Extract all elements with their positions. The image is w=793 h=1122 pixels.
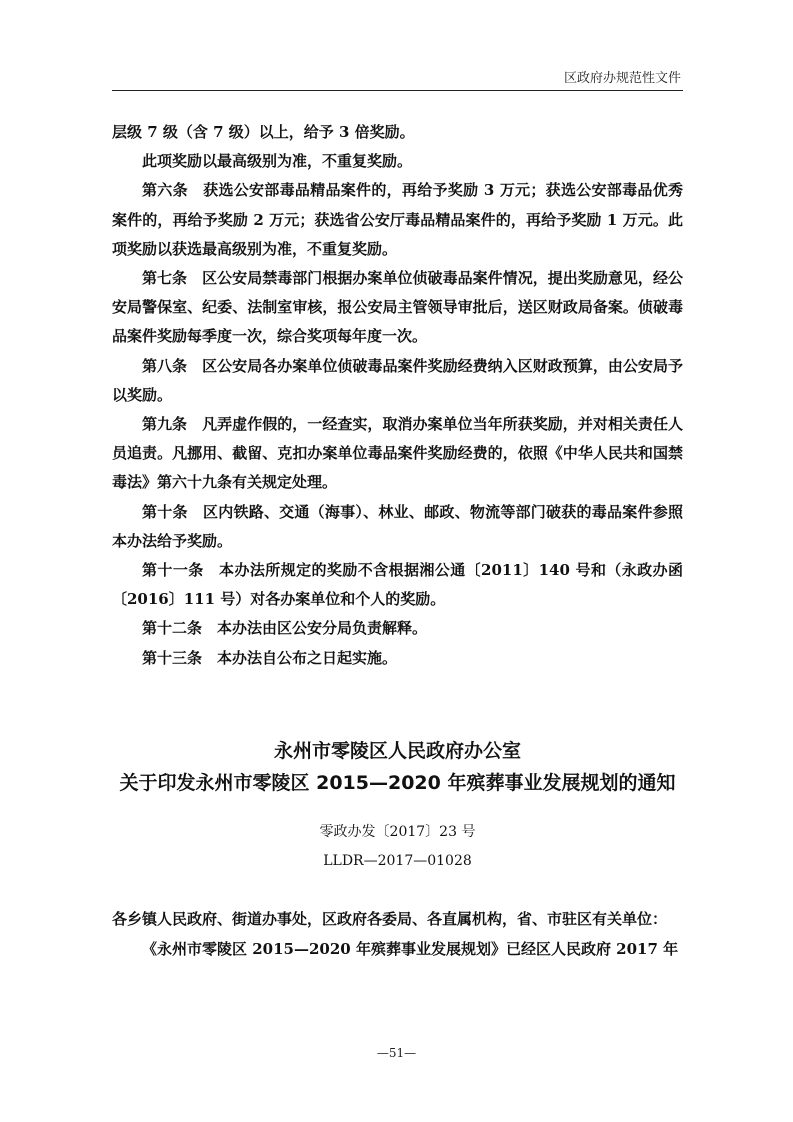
notice-body xyxy=(112,905,683,964)
document-numbers xyxy=(112,818,683,876)
salutation-addressees: 各乡镇人民政府、街道办事处，区政府各委局、各直属机构，省、市驻区有关单位： xyxy=(112,910,668,928)
registration-number: LLDR—2017—01028 xyxy=(323,853,472,869)
running-header: 区政府办规范性文件 xyxy=(563,71,681,86)
article-9: 第九条 凡弄虚作假的，一经查实，取消办案单位当年所获奖励，并对相关责任人员追责。凡挪用、截留、克扣办案单位毒品案件奖励经费的，依照《中华人民共和国禁毒法》第六十九条有关规定处理。 xyxy=(112,415,683,492)
article-13: 第十三条 本办法自公布之日起实施。 xyxy=(142,648,398,667)
notice-title-subject: 关于印发永州市零陵区 2015—2020 年殡葬事业发展规划的通知 xyxy=(119,772,676,794)
article-8: 第八条 区公安局各办案单位侦破毒品案件奖励经费纳入区财政预算，由公安局予以奖励。 xyxy=(112,356,683,404)
article-12: 第十二条 本办法由区公安分局负责解释。 xyxy=(142,619,428,638)
regulation-body xyxy=(112,118,683,673)
paragraph-continuation: 层级 7 级（含 7 级）以上，给予 3 倍奖励。 xyxy=(112,123,415,141)
document-number: 零政办发〔2017〕23 号 xyxy=(319,824,476,840)
paragraph-note: 此项奖励以最高级别为准，不重复奖励。 xyxy=(142,152,413,171)
article-7: 第七条 区公安局禁毒部门根据办案单位侦破毒品案件情况，提出奖励意见，经公安局警保室、纪委、法制室审核，报公安局主管领导审批后，送区财政局备案。侦破毒品案件奖励每季度一次，综合奖项每年度一次。 xyxy=(112,269,683,346)
notice-title xyxy=(112,735,683,799)
article-10: 第十条 区内铁路、交通（海事）、林业、邮政、物流等部门破获的毒品案件参照本办法给予奖励。 xyxy=(112,502,683,550)
page-number: —51— xyxy=(376,1046,417,1060)
notice-body-start: 《永州市零陵区 2015—2020 年殡葬事业发展规划》已经区人民政府 2017 年 xyxy=(142,939,679,958)
article-11: 第十一条 本办法所规定的奖励不含根据湘公通〔2011〕140 号和（永政办函〔2016〕111 号）对各办案单位和个人的奖励。 xyxy=(112,561,683,609)
article-6: 第六条 获选公安部毒品精品案件的，再给予奖励 3 万元；获选公安部毒品优秀案件的，再给予奖励 2 万元；获选省公安厅毒品精品案件的，再给予奖励 1 万元。此项奖励以获选最高级别为准，不重复奖励。 xyxy=(112,181,683,258)
header-divider xyxy=(112,90,683,91)
notice-title-issuer: 永州市零陵区人民政府办公室 xyxy=(273,740,521,762)
